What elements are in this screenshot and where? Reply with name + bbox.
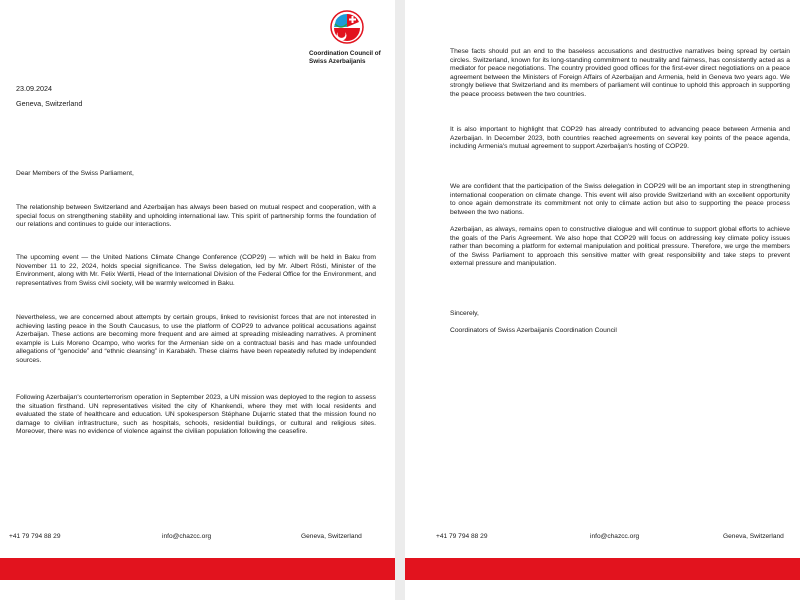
paragraph-text: Nevertheless, we are concerned about attempts by certain groups, linked to revisionist forces that are not interested in achieving lasting peace in the South Caucasus, to use the platform of COP29 to advance political accusations against Azerbaijan. These actions are becoming more frequent and are aimed at spreading misleading narratives. A prominent example is Luis Moreno Ocampo, who works for the Armenian side on a contractual basis and has made unfounded allegations of “genocide” and “ethnic cleansing” in Karabakh. These claims have been repeatedly refuted by independent sources. — [16, 314, 376, 364]
paragraph — [16, 394, 376, 437]
letter-location: Geneva, Switzerland — [16, 99, 83, 108]
footer-city: Geneva, Switzerland — [301, 533, 362, 540]
letter-page-2 — [405, 0, 800, 600]
paragraph-text: Following Azerbaijan's counterterrorism operation in September 2023, a UN mission was deployed to the region to assess the situation firsthand. UN representatives visited the city of Khankendi, where they met with local residents and evaluated the state of healthcare and education. UN spokesperson Stéphane Dujarric stated that the mission found no damage to civilian infrastructure, such as hospitals, schools, residential buildings, or cultural and religious sites. Moreover, there was no evidence of violence against the civilian population following the ceasefire. — [16, 394, 376, 436]
footer-red-stripe — [405, 558, 800, 580]
organization-name-line-1: Coordination Council of — [309, 50, 381, 57]
signature-text: Coordinators of Swiss Azerbaijanis Coordination Council — [450, 327, 617, 334]
organization-logo — [308, 10, 388, 72]
paragraph — [450, 48, 790, 100]
signature — [450, 327, 790, 336]
paragraph — [450, 126, 790, 152]
salutation-text: Dear Members of the Swiss Parliament, — [16, 170, 134, 177]
footer-phone: +41 79 794 88 29 — [436, 533, 488, 540]
footer-phone: +41 79 794 88 29 — [9, 533, 61, 540]
flag-emblem-icon — [330, 10, 364, 44]
footer-red-stripe — [0, 558, 395, 580]
organization-name-line-2: Swiss Azerbaijanis — [309, 57, 366, 65]
paragraph-text: These facts should put an end to the baseless accusations and destructive narratives being spread by certain circles. Switzerland, known for its long-standing commitment to neutrality and fairness, has consistently acted as a mediator for peace negotiations. The country provided good offices for the first-ever direct negotiations on a peace agreement between the Ministers of Foreign Affairs of Azerbaijan and Armenia, held in Geneva two years ago. We strongly believe that Switzerland and its members of parliament will continue to uphold this approach in supporting the peace process between the two countries. — [450, 48, 790, 98]
paragraph-text: We are confident that the participation of the Swiss delegation in COP29 will be an important step in strengthening international cooperation on climate change. This event will also provide Switzerland with an excellent opportunity to once again demonstrate its commitment not only to climate action but also to supporting the peace process between the two nations. — [450, 183, 790, 216]
paragraph-text: The relationship between Switzerland and Azerbaijan has always been based on mutual respect and cooperation, with a special focus on strengthening stability and upholding international law. This spirit of partnership forms the foundation of our relations and continues to guide our interactions. — [16, 204, 376, 229]
footer-city: Geneva, Switzerland — [723, 533, 784, 540]
paragraph-text: It is also important to highlight that COP29 has already contributed to advancing peace between Armenia and Azerbaijan. In December 2023, both countries reached agreements on several key points of the peace agenda, including Armenia's mutual agreement to support Azerbaijan's hosting of COP29. — [450, 126, 790, 151]
organization-name — [308, 50, 389, 65]
paragraph — [16, 254, 376, 288]
paragraph — [450, 183, 790, 217]
page-gutter — [395, 0, 405, 600]
paragraph-text: The upcoming event — the United Nations Climate Change Conference (COP29) — which will be held in Baku from November 11 to 22, 2024, holds special significance. The Swiss delegation, led by Mr. Albert Rösti, Minister of the Environment, along with Mr. Felix Wertli, Head of the International Division of the Federal Office for the Environment, and representatives from Swiss civil society, will be warmly welcomed in Baku. — [16, 254, 376, 287]
paragraph — [16, 314, 376, 366]
letter-page-1 — [0, 0, 395, 600]
paragraph — [450, 226, 790, 269]
paragraph-text: Azerbaijan, as always, remains open to constructive dialogue and will continue to support global efforts to achieve the goals of the Paris Agreement. We also hope that COP29 will focus on addressing key climate policy issues rather than becoming a platform for external manipulation and political pressure. Therefore, we urge the members of the Swiss Parliament to approach this sensitive matter with great responsibility and take steps to prevent external pressure and manipulation. — [450, 226, 790, 268]
footer-email[interactable]: info@chazcc.org — [590, 533, 640, 540]
letter-date: 23.09.2024 — [16, 84, 52, 93]
salutation — [16, 170, 376, 179]
paragraph — [16, 204, 376, 230]
footer-email[interactable]: info@chazcc.org — [162, 533, 212, 540]
closing-text: Sincerely, — [450, 310, 479, 317]
closing — [450, 310, 790, 319]
